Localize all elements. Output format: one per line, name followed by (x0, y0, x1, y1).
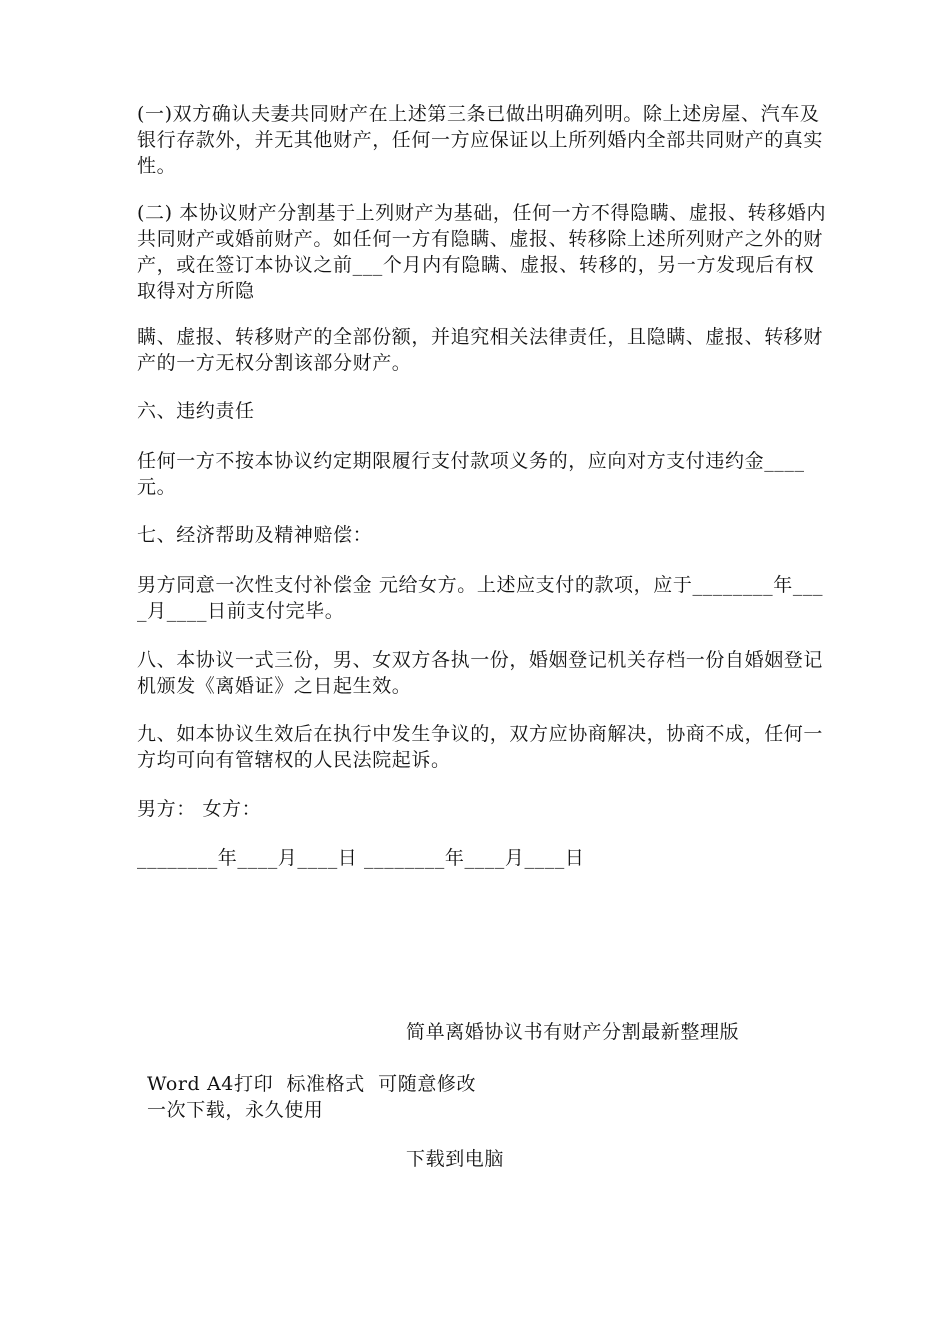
paragraph-copies-effective: 八、本协议一式三份，男、女双方各执一份，婚姻登记机关存档一份自婚姻登记机颁发《离婚证》之日起生效。 (137, 649, 824, 697)
paragraph-compensation-payment: 男方同意一次性支付补偿金 元给女方。上述应支付的款项，应于________年____月____日前支付完毕。 (137, 574, 824, 622)
paragraph-breach-penalty: 任何一方不按本协议约定期限履行支付款项义务的，应向对方支付违约金____元。 (137, 450, 805, 498)
paragraph-concealment-penalty: 瞒、虚报、转移财产的全部份额，并追究相关法律责任，且隐瞒、虚报、转移财产的一方无权分割该部分财产。 (137, 326, 824, 374)
section-heading-breach: 六、违约责任 (137, 400, 255, 422)
signature-line: 男方： 女方： (137, 798, 262, 820)
signature-date-line: ________年____月____日 ________年____月____日 (137, 847, 585, 869)
paragraph-property-confirmation: (一)双方确认夫妻共同财产在上述第三条已做出明确列明。除上述房屋、汽车及银行存款外，并无其他财产，任何一方应保证以上所列婚内全部共同财产的真实性。 (137, 103, 824, 177)
paragraph-property-division-basis: (二) 本协议财产分割基于上列财产为基础，任何一方不得隐瞒、虚报、转移婚内共同财产或婚前财产。如任何一方有隐瞒、虚报、转移除上述所列财产之外的财产，或在签订本协议之前___个月内有隐瞒、虚报、转移的，另一方发现后有权取得对方所隐 (137, 202, 827, 302)
section-heading-compensation: 七、经济帮助及精神赔偿： (137, 524, 373, 546)
footer-title: 简单离婚协议书有财产分割最新整理版 (406, 1021, 740, 1043)
paragraph-dispute-resolution: 九、如本协议生效后在执行中发生争议的，双方应协商解决，协商不成，任何一方均可向有管辖权的人民法院起诉。 (137, 723, 824, 771)
download-link[interactable]: 下载到电脑 (406, 1148, 505, 1170)
footer-features: Word A4打印 标准格式 可随意修改 (147, 1073, 477, 1095)
footer-note: 一次下载，永久使用 (147, 1099, 324, 1121)
